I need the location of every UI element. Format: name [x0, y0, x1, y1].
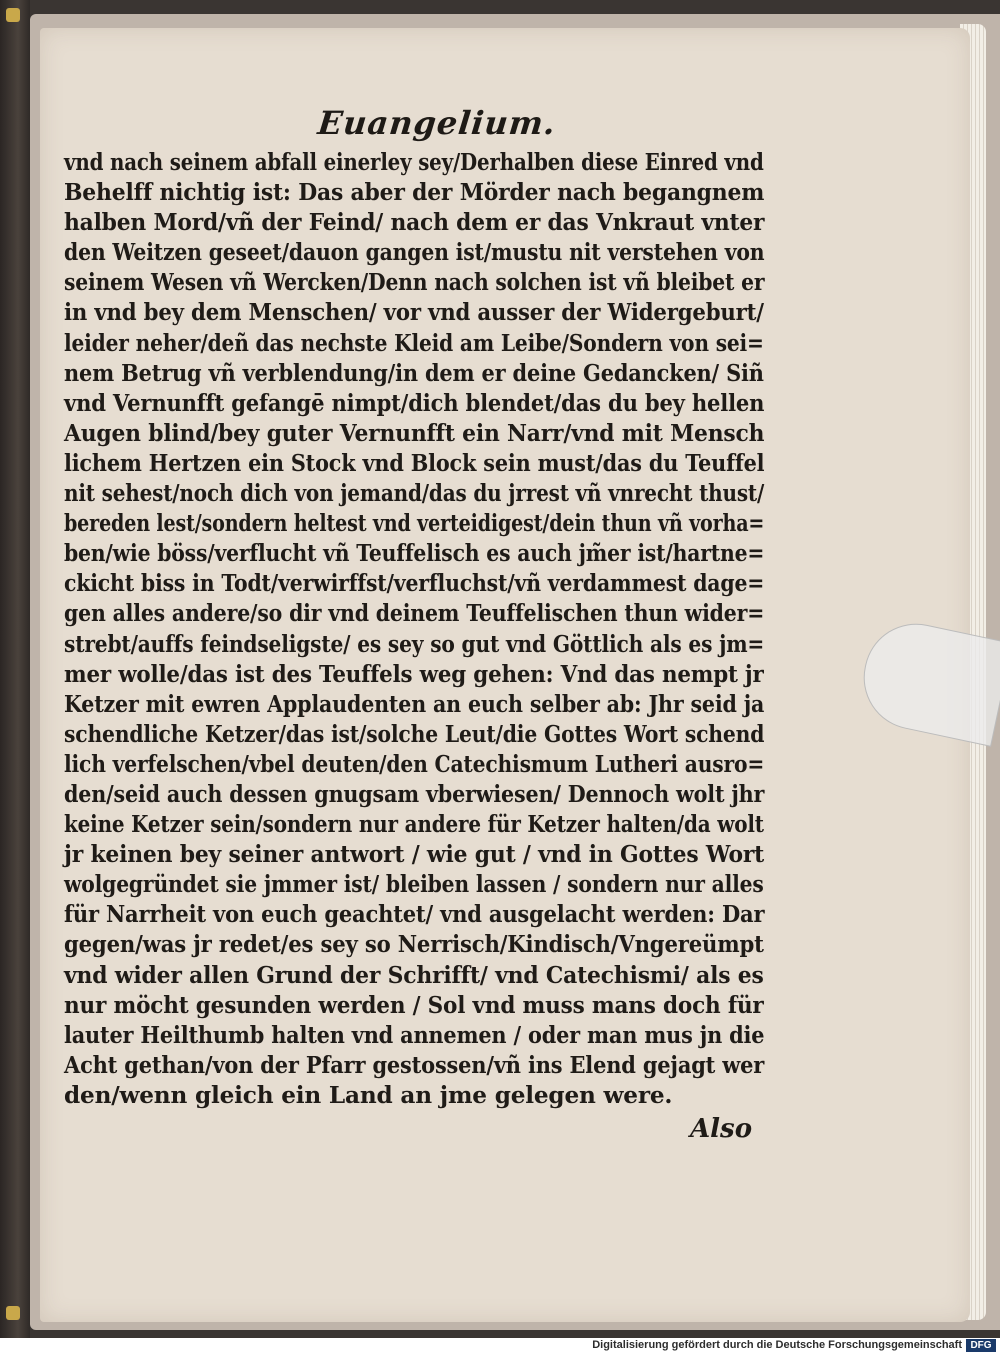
text-line: schendliche Ketzer/das ist/solche Leut/die Gottes Wort schend: [64, 720, 765, 748]
text-line: gen alles andere/so dir vnd deinem Teuffelischen thun wider=: [64, 600, 765, 628]
binding-thread-knot: [6, 1306, 20, 1320]
catchword: Also: [690, 1114, 753, 1144]
dfg-logo: DFG: [966, 1339, 996, 1352]
text-line: bereden lest/sondern heltest vnd verteidigest/dein thun vñ vorha=: [64, 510, 765, 538]
text-line: vnd wider allen Grund der Schrifft/ vnd Catechismi/ als es: [64, 961, 764, 989]
text-line: jr keinen bey seiner antwort / wie gut / vnd in Gottes Wort: [64, 841, 765, 869]
text-line: Ketzer mit ewren Applaudenten an euch selber ab: Jhr seid ja: [64, 690, 765, 718]
text-line: halben Mord/vñ der Feind/ nach dem er das Vnkraut vnter: [64, 209, 765, 237]
book-spine: [0, 0, 30, 1338]
text-line: für Narrheit von euch geachtet/ vnd ausgelacht werden: Dar: [64, 901, 765, 929]
text-line: strebt/auffs feindseligste/ es sey so gut vnd Göttlich als es jm=: [64, 630, 765, 658]
text-line: nit sehest/noch dich von jemand/das du jrrest vñ vnrecht thust/: [64, 480, 765, 508]
text-line: Behelff nichtig ist: Das aber der Mörder nach begangnem: [64, 179, 765, 207]
text-line: ckicht biss in Todt/verwirffst/verfluchst/vñ verdammest dage=: [64, 570, 765, 598]
text-line: in vnd bey dem Menschen/ vor vnd ausser der Widergeburt/: [64, 299, 764, 327]
text-line: den/seid auch dessen gnugsam vberwiesen/ Dennoch wolt jhr: [64, 780, 765, 808]
text-line: wolgegründet sie jmmer ist/ bleiben lassen / sondern nur alles: [64, 871, 764, 899]
page-body-text: [64, 148, 764, 1111]
text-line: mer wolle/das ist des Teuffels weg gehen: Vnd das nempt jr: [64, 660, 764, 688]
text-line: lauter Heilthumb halten vnd annemen / oder man mus jn die: [64, 1021, 765, 1049]
text-line: leider neher/deñ das nechste Kleid am Leibe/Sondern von sei=: [64, 329, 764, 357]
text-line: Augen blind/bey guter Vernunfft ein Narr/vnd mit Mensch: [64, 419, 765, 447]
text-line: nur möcht gesunden werden / Sol vnd muss mans doch für: [64, 991, 764, 1019]
text-line: den Weitzen geseet/dauon gangen ist/mustu nit verstehen von: [64, 239, 765, 267]
text-line: nem Betrug vñ verblendung/in dem er deine Gedancken/ Siñ: [64, 359, 764, 387]
text-line: vnd Vernunfft gefangē nimpt/dich blendet/das du bey hellen: [64, 389, 765, 417]
text-line: vnd nach seinem abfall einerley sey/Derhalben diese Einred vnd: [64, 149, 764, 176]
text-line: ben/wie böss/verflucht vñ Teuffelisch es auch jm̃er ist/hartne=: [64, 540, 765, 568]
text-line: lichem Hertzen ein Stock vnd Block sein must/das du Teuffel: [64, 449, 765, 477]
funding-credit: Digitalisierung gefördert durch die Deutsche Forschungsgemeinschaft: [592, 1339, 962, 1351]
text-line: seinem Wesen vñ Wercken/Denn nach solchen ist vñ bleibet er: [64, 269, 765, 297]
text-line: Acht gethan/von der Pfarr gestossen/vñ ins Elend gejagt wer: [64, 1051, 765, 1079]
text-line: keine Ketzer sein/sondern nur andere für Ketzer halten/da wolt: [64, 811, 764, 839]
text-line: den/wenn gleich ein Land an jme gelegen were.: [64, 1081, 673, 1109]
text-line: gegen/was jr redet/es sey so Nerrisch/Kindisch/Vngereümpt: [64, 931, 764, 959]
text-line: lich verfelschen/vbel deuten/den Catechismum Lutheri ausro=: [64, 750, 765, 778]
binding-thread-knot: [6, 8, 20, 22]
running-head: Euangelium.: [316, 104, 558, 142]
